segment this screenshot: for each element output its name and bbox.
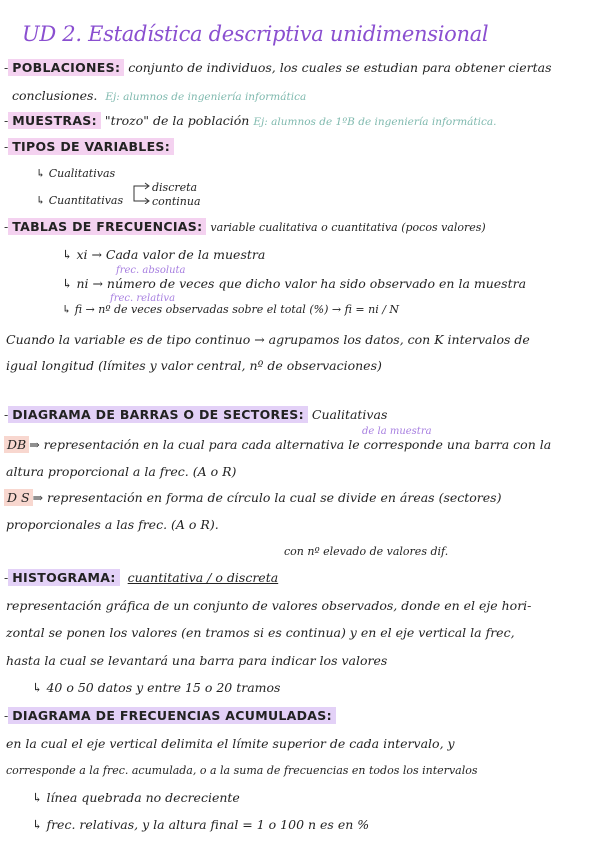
muestras-text: "trozo" de la población [104, 113, 250, 128]
acumuladas-l4: ↳ frec. relativas, y la altura final = 1 o 100 n es en % [32, 817, 370, 832]
histograma-l4: ↳ 40 o 50 datos y entre 15 o 20 tramos [32, 680, 281, 695]
tablas-xi: ↳ xi → Cada valor de la muestra [62, 247, 266, 262]
ds-label: D S [4, 489, 33, 506]
diagrama-db-2: altura proporcional a la frec. (A o R) [6, 464, 237, 479]
histograma-heading: HISTOGRAMA: [8, 569, 119, 586]
tipos-line: - TIPOS DE VARIABLES: [4, 139, 174, 155]
muestras-line: - MUESTRAS: "trozo" de la población Ej: alumnos de 1ºB de ingeniería informática. [4, 113, 497, 128]
tipos-item-cuantitativas: ↳ Cuantitativas [36, 194, 124, 207]
db-text1: ⇒ representación en la cual para cada alternativa le corresponde una barra con la [29, 437, 552, 452]
histograma-type: cuantitativa / o discreta [127, 570, 279, 585]
tablas-line: - TABLAS DE FRECUENCIAS: variable cualitativa o cuantitativa (pocos valores) [4, 219, 486, 234]
muestras-heading: MUESTRAS: [8, 112, 101, 129]
tablas-ni: ↳ ni → número de veces que dicho valor ha sido observado en la muestra [62, 276, 527, 291]
tablas-fi: ↳ fi → nº de veces observadas sobre el total (%) → fi = ni / N [62, 303, 400, 316]
poblaciones-line: - POBLACIONES: conjunto de individuos, los cuales se estudian para obtener ciertas [4, 60, 552, 75]
poblaciones-heading: POBLACIONES: [8, 59, 124, 76]
poblaciones-text2: conclusiones. [12, 88, 98, 103]
page-title [22, 22, 489, 46]
tablas-intro: variable cualitativa o cuantitativa (pocos valores) [210, 221, 486, 234]
tablas-continuo-2: igual longitud (límites y valor central, nº de observaciones) [6, 358, 382, 373]
diagrama-type: Cualitativas [311, 407, 388, 422]
diagrama-heading: DIAGRAMA DE BARRAS O DE SECTORES: [8, 406, 308, 423]
tipos-item-cualitativas: ↳ Cualitativas [36, 167, 116, 180]
tablas-continuo-1: Cuando la variable es de tipo continuo → agrupamos los datos, con K intervalos de [6, 332, 530, 347]
branch-arrow-down [134, 193, 148, 201]
title-text: UD 2. Estadística descriptiva unidimensional [22, 22, 489, 46]
tipos-sub-discreta: discreta [152, 181, 198, 194]
acumuladas-line: - DIAGRAMA DE FRECUENCIAS ACUMULADAS: [4, 708, 336, 724]
histograma-l1: representación gráfica de un conjunto de valores observados, donde en el eje hori- [6, 598, 532, 613]
histograma-l3: hasta la cual se levantará una barra para indicar los valores [6, 653, 388, 668]
branch-arrow-up [134, 186, 148, 193]
muestras-example: Ej: alumnos de 1ºB de ingeniería informática. [253, 116, 497, 128]
histograma-line: - HISTOGRAMA: cuantitativa / o discreta [4, 570, 279, 585]
tablas-heading: TABLAS DE FRECUENCIAS: [8, 218, 206, 235]
poblaciones-line2 [12, 88, 306, 105]
diagrama-ds-line [4, 490, 501, 506]
ds-text1: ⇒ representación en forma de círculo la cual se divide en áreas (sectores) [32, 490, 502, 505]
acumuladas-l1: en la cual el eje vertical delimita el límite superior de cada intervalo, y [6, 736, 455, 751]
poblaciones-text1: conjunto de individuos, los cuales se estudian para obtener ciertas [128, 60, 552, 75]
diagrama-note: de la muestra [362, 426, 432, 437]
diagrama-ds-2: proporcionales a las frec. (A o R). [6, 517, 219, 532]
acumuladas-l2: corresponde a la frec. acumulada, o a la suma de frecuencias en todos los intervalos [6, 764, 478, 777]
poblaciones-example: Ej: alumnos de ingeniería informática [105, 91, 307, 103]
tipos-sub-continua: continua [152, 195, 201, 208]
acumuladas-heading: DIAGRAMA DE FRECUENCIAS ACUMULADAS: [8, 707, 336, 724]
histograma-note: con nº elevado de valores dif. [284, 545, 449, 558]
tablas-frec-absoluta: frec. absoluta [116, 265, 186, 276]
branch-arrows [132, 182, 152, 204]
histograma-l2: zontal se ponen los valores (en tramos si es continua) y en el eje vertical la frec, [6, 625, 515, 640]
db-label: DB [4, 436, 29, 453]
acumuladas-l3: ↳ línea quebrada no decreciente [32, 790, 240, 805]
diagrama-db-line [4, 437, 551, 453]
tipos-heading: TIPOS DE VARIABLES: [8, 138, 174, 155]
diagrama-line: - DIAGRAMA DE BARRAS O DE SECTORES: Cualitativas [4, 407, 388, 422]
tablas-frec-relativa: frec. relativa [110, 293, 176, 304]
